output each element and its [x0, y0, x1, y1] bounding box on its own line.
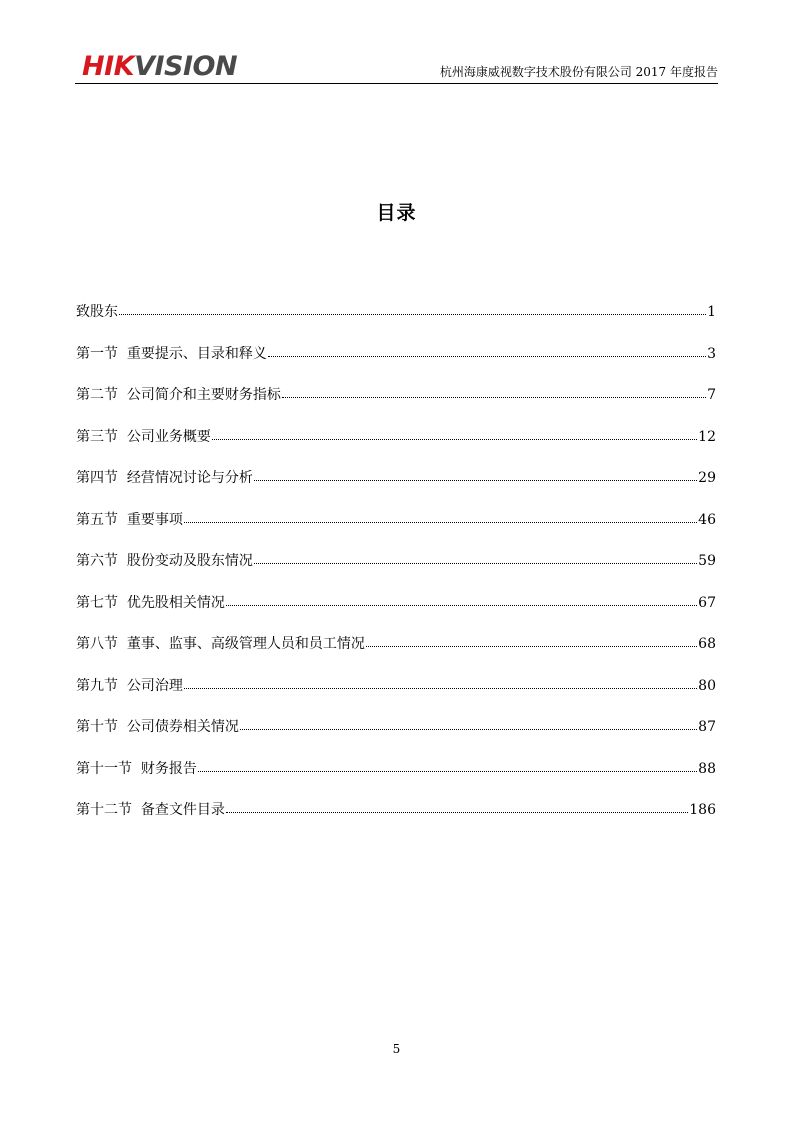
page-number: 5	[392, 1042, 401, 1056]
toc-entry-label: 第一节 重要提示、目录和释义	[76, 345, 267, 362]
toc-entry-page: 29	[698, 470, 716, 486]
toc-entry-label: 第六节 股份变动及股东情况	[76, 553, 253, 569]
toc-entry-label: 第八节 董事、监事、高级管理人员和员工情况	[76, 636, 365, 652]
toc-entry-page: 68	[698, 636, 716, 652]
toc-entry-label: 第十一节 财务报告	[76, 760, 197, 777]
toc-entry-to-shareholders[interactable]	[76, 302, 716, 344]
toc-entry-page: 88	[698, 760, 716, 777]
page-title: 目录	[376, 202, 417, 224]
toc-leader-dots	[268, 356, 706, 357]
page-header	[75, 40, 718, 84]
toc-leader-dots	[254, 563, 697, 564]
toc-entry-label: 第九节 公司治理	[76, 677, 183, 694]
toc-entry-section-9[interactable]	[76, 676, 716, 718]
toc-entry-page: 46	[698, 511, 716, 528]
toc-leader-dots	[254, 480, 697, 481]
toc-leader-dots	[226, 605, 697, 606]
toc-entry-page: 12	[698, 428, 716, 445]
toc-entry-label: 致股东	[76, 304, 118, 320]
toc-leader-dots	[198, 771, 697, 772]
toc-entry-page: 80	[698, 677, 716, 694]
toc-entry-section-8[interactable]	[76, 634, 716, 676]
toc-entry-page: 3	[707, 345, 716, 362]
toc-entry-section-11[interactable]	[76, 759, 716, 801]
toc-entry-label: 第十节 公司债券相关情况	[76, 719, 239, 735]
toc-entry-label: 第七节 优先股相关情况	[76, 594, 225, 611]
toc-entry-page: 67	[698, 594, 716, 611]
toc-leader-dots	[240, 729, 697, 730]
header-company-name: 杭州海康威视数字技术股份有限公司 2017 年度报告	[439, 65, 718, 79]
logo-text-vision: VISION	[134, 51, 238, 82]
header-divider	[75, 83, 718, 84]
toc-leader-dots	[184, 688, 697, 689]
toc-entry-page: 87	[698, 719, 716, 735]
toc-leader-dots	[212, 439, 697, 440]
toc-entry-page: 1	[707, 304, 716, 320]
toc-entry-section-4[interactable]	[76, 468, 716, 510]
toc-entry-page: 7	[707, 387, 716, 403]
toc-leader-dots	[119, 314, 706, 315]
toc-entry-section-10[interactable]	[76, 717, 716, 759]
toc-entry-section-1[interactable]	[76, 344, 716, 386]
toc-entry-label: 第十二节 备查文件目录	[76, 802, 225, 818]
toc-leader-dots	[282, 397, 706, 398]
toc-entry-section-12[interactable]	[76, 800, 716, 842]
logo-text-hik: HIK	[82, 51, 135, 82]
toc-entry-page: 59	[698, 553, 716, 569]
toc-leader-dots	[184, 522, 697, 523]
toc-entry-section-7[interactable]	[76, 593, 716, 635]
toc-entry-section-6[interactable]	[76, 551, 716, 593]
toc-entry-page: 186	[689, 802, 716, 818]
table-of-contents	[76, 302, 716, 842]
toc-entry-label: 第五节 重要事项	[76, 511, 183, 528]
toc-entry-section-5[interactable]	[76, 510, 716, 552]
toc-entry-label: 第二节 公司简介和主要财务指标	[76, 387, 281, 403]
toc-leader-dots	[366, 646, 697, 647]
toc-entry-label: 第四节 经营情况讨论与分析	[76, 470, 253, 486]
hikvision-logo	[82, 53, 237, 80]
toc-entry-label: 第三节 公司业务概要	[76, 428, 211, 445]
toc-entry-section-2[interactable]	[76, 385, 716, 427]
toc-entry-section-3[interactable]	[76, 427, 716, 469]
toc-leader-dots	[226, 812, 688, 813]
